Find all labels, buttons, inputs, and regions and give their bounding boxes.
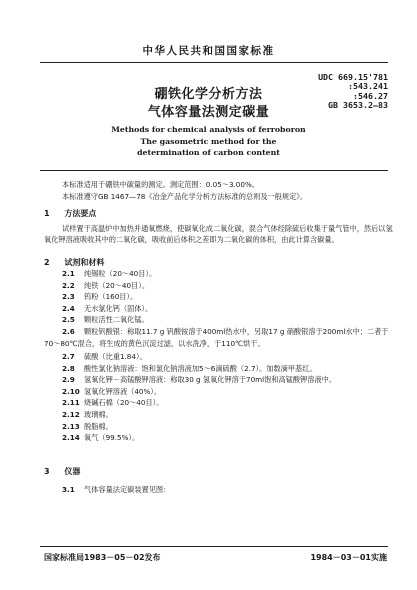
list-item: 2.2 纯铁（20～40目）。	[62, 280, 150, 290]
document-title-line1: 硼铁化学分析方法	[154, 87, 263, 102]
title-divider	[40, 170, 388, 171]
list-item: 2.4 无水氯化钙（固体）。	[62, 303, 153, 313]
list-item: 2.6 颗粒钒酸银：称取11.7 g 钒酸铵溶于400ml热水中，另取17 g 硝酸银溶于200ml水中；二者于	[62, 326, 389, 336]
english-title-line: Methods for chemical analysis of ferroboron	[111, 125, 306, 134]
list-item: 2.5 颗粒活性二氧化锰。	[62, 315, 149, 325]
list-item: 3.1 气体容量法定碳装置见图：	[62, 485, 171, 494]
english-title-line: determination of carbon content	[137, 148, 280, 157]
document-title-line2: 气体容量法测定碳量	[147, 105, 270, 120]
footer-divider	[40, 546, 388, 547]
list-item: 2.14 氧气（99.5%）。	[62, 433, 140, 443]
udc-line: :546.27	[353, 90, 388, 101]
list-item: 2.13 脱脂棉。	[62, 421, 113, 431]
list-item: 2.9 氢氧化钾－高锰酸钾溶液：称取30 g 氢氧化钾溶于70ml饱和高锰酸钾溶液中。	[62, 375, 337, 385]
header-divider	[40, 62, 388, 63]
effective-date: 1984－03－01实施	[310, 553, 387, 562]
list-item-continuation: 70～80℃混合，将生成的黄色沉淀过滤，以水洗净，于110℃烘干。	[44, 338, 265, 348]
section-number: 2	[44, 258, 50, 267]
reagent-list-continued	[62, 351, 336, 444]
section-number: 1	[44, 209, 50, 218]
list-item: 2.8 酸性氯化钠溶液：饱和氯化钠溶液加5～6滴硫酸（2.7）。加数滴甲基红。	[62, 363, 317, 373]
list-item: 2.12 玻璃棉。	[62, 409, 113, 419]
gb-number: GB 3653.2—83	[328, 100, 388, 111]
standard-type-title: 中华人民共和国国家标准	[142, 45, 275, 57]
scope-paragraph: 本标准适用于硼铁中碳量的测定。测定范围：0.05～3.00%。	[62, 180, 259, 189]
list-item: 2.10 氢氧化钾溶液（40%）。	[62, 386, 162, 396]
section-heading-3	[44, 466, 80, 477]
english-title-line: The gasometric method for the	[140, 136, 277, 146]
english-title	[0, 124, 417, 159]
reference-paragraph: 本标准遵守GB 1467—78《冶金产品化学分析方法标准的总则及一般规定》。	[62, 192, 308, 201]
list-item: 2.1 纯锡粒（20～40目）。	[62, 269, 157, 278]
udc-line: UDC 669.15'781	[318, 72, 388, 82]
issue-date: 国家标准局1983－05－02发布	[44, 553, 161, 562]
list-item: 2.11 烧碱石棉（20～40目）。	[62, 398, 164, 408]
section-title: 方法要点	[64, 209, 97, 218]
section-title: 试剂和材料	[64, 258, 105, 267]
section-number: 3	[44, 467, 50, 476]
section-heading-1	[44, 208, 96, 219]
section1-body: 试样置于高温炉中加热并通氧燃烧，使碳氧化成二氧化碳，混合气体经除硫后收集于量气管中，然后以氢氧化钾溶液吸收其中的二氧化碳，吸收前后体积之差即为二氧化碳的体积，由此计算含碳量。	[44, 224, 393, 245]
reagent-list	[62, 268, 388, 338]
list-item: 2.7 硫酸（比重1.84）。	[62, 352, 147, 361]
udc-line: :543.241	[348, 81, 388, 92]
section-title: 仪器	[64, 467, 81, 476]
list-item: 2.3 钨粉（160目）。	[62, 292, 138, 302]
section-heading-2	[44, 257, 104, 268]
